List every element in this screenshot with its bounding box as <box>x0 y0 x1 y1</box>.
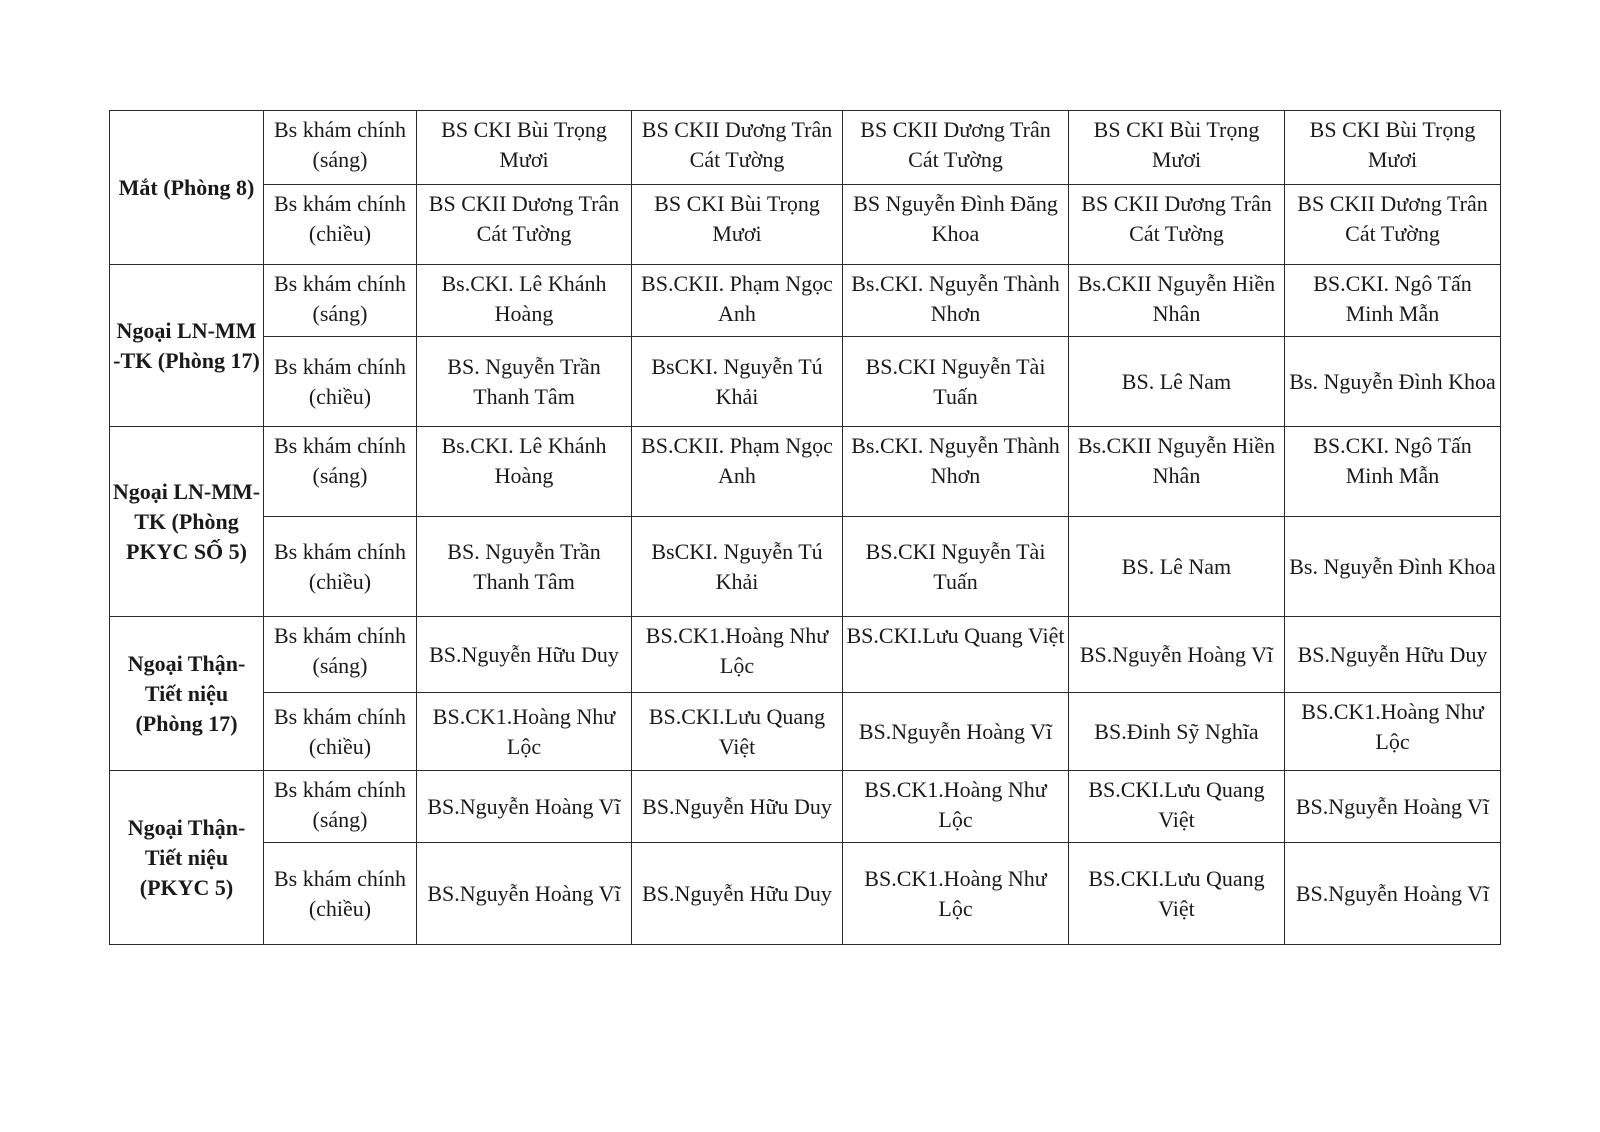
department-cell: Mắt (Phòng 8) <box>110 111 264 265</box>
doctor-cell: BS CKI Bùi Trọng Mươi <box>1285 111 1501 185</box>
shift-cell: Bs khám chính (sáng) <box>264 265 417 337</box>
doctor-cell: BS.Nguyễn Hữu Duy <box>1285 617 1501 693</box>
table-row <box>110 771 1501 843</box>
doctor-cell: BS.Nguyễn Hoàng Vĩ <box>1069 617 1285 693</box>
doctor-cell: BS.Nguyễn Hữu Duy <box>632 843 843 945</box>
doctor-cell: BS.CK1.Hoàng Như Lộc <box>843 771 1069 843</box>
doctor-cell: BS.Đinh Sỹ Nghĩa <box>1069 693 1285 771</box>
table-row <box>110 185 1501 265</box>
department-cell: Ngoại Thận-Tiết niệu (PKYC 5) <box>110 771 264 945</box>
doctor-cell: BS.CKI.Lưu Quang Việt <box>1069 771 1285 843</box>
doctor-cell: BS.CKI. Ngô Tấn Minh Mẫn <box>1285 427 1501 517</box>
table-row <box>110 337 1501 427</box>
shift-cell: Bs khám chính (chiều) <box>264 337 417 427</box>
doctor-cell: BS CKII Dương Trân Cát Tường <box>1285 185 1501 265</box>
doctor-cell: Bs. Nguyễn Đình Khoa <box>1285 337 1501 427</box>
doctor-cell: BS CKII Dương Trân Cát Tường <box>1069 185 1285 265</box>
shift-cell: Bs khám chính (chiều) <box>264 517 417 617</box>
doctor-cell: BS.CKI.Lưu Quang Việt <box>843 617 1069 693</box>
doctor-cell: Bs. Nguyễn Đình Khoa <box>1285 517 1501 617</box>
doctor-cell: BS.CK1.Hoàng Như Lộc <box>417 693 632 771</box>
shift-cell: Bs khám chính (chiều) <box>264 185 417 265</box>
doctor-cell: BS.Nguyễn Hoàng Vĩ <box>1285 771 1501 843</box>
doctor-cell: BS CKII Dương Trân Cát Tường <box>417 185 632 265</box>
doctor-cell: BsCKI. Nguyễn Tú Khải <box>632 517 843 617</box>
doctor-cell: Bs.CKI. Lê Khánh Hoàng <box>417 265 632 337</box>
doctor-cell: BS CKI Bùi Trọng Mươi <box>632 185 843 265</box>
doctor-cell: BS.Nguyễn Hoàng Vĩ <box>417 771 632 843</box>
doctor-cell: BS.CKII. Phạm Ngọc Anh <box>632 427 843 517</box>
doctor-cell: BS.CKI Nguyễn Tài Tuấn <box>843 337 1069 427</box>
doctor-cell: BS.CKI.Lưu Quang Việt <box>632 693 843 771</box>
table-row <box>110 517 1501 617</box>
table-row <box>110 111 1501 185</box>
table-row <box>110 693 1501 771</box>
doctor-cell: Bs.CKII Nguyễn Hiền Nhân <box>1069 265 1285 337</box>
doctor-cell: BS.CK1.Hoàng Như Lộc <box>1285 693 1501 771</box>
doctor-cell: BS.CKI Nguyễn Tài Tuấn <box>843 517 1069 617</box>
doctor-cell: BS.Nguyễn Hoàng Vĩ <box>843 693 1069 771</box>
doctor-cell: BS. Nguyễn Trần Thanh Tâm <box>417 337 632 427</box>
doctor-cell: BS.Nguyễn Hữu Duy <box>417 617 632 693</box>
shift-cell: Bs khám chính (chiều) <box>264 843 417 945</box>
doctor-cell: BS.CK1.Hoàng Như Lộc <box>843 843 1069 945</box>
department-cell: Ngoại LN-MM -TK (Phòng 17) <box>110 265 264 427</box>
doctor-cell: BS.CKI. Ngô Tấn Minh Mẫn <box>1285 265 1501 337</box>
table-row <box>110 427 1501 517</box>
shift-cell: Bs khám chính (sáng) <box>264 427 417 517</box>
doctor-cell: BS.Nguyễn Hoàng Vĩ <box>1285 843 1501 945</box>
doctor-cell: BS Nguyễn Đình Đăng Khoa <box>843 185 1069 265</box>
table-row <box>110 617 1501 693</box>
table-row <box>110 843 1501 945</box>
shift-cell: Bs khám chính (chiều) <box>264 693 417 771</box>
department-cell: Ngoại Thận-Tiết niệu (Phòng 17) <box>110 617 264 771</box>
doctor-cell: BS.CKII. Phạm Ngọc Anh <box>632 265 843 337</box>
doctor-cell: BS.CK1.Hoàng Như Lộc <box>632 617 843 693</box>
doctor-cell: BS.CKI.Lưu Quang Việt <box>1069 843 1285 945</box>
doctor-cell: BS CKI Bùi Trọng Mươi <box>417 111 632 185</box>
doctor-cell: Bs.CKI. Nguyễn Thành Nhơn <box>843 265 1069 337</box>
doctor-cell: BS CKII Dương Trân Cát Tường <box>632 111 843 185</box>
doctor-cell: BS. Lê Nam <box>1069 517 1285 617</box>
doctor-cell: Bs.CKI. Lê Khánh Hoàng <box>417 427 632 517</box>
doctor-cell: Bs.CKI. Nguyễn Thành Nhơn <box>843 427 1069 517</box>
shift-cell: Bs khám chính (sáng) <box>264 771 417 843</box>
shift-cell: Bs khám chính (sáng) <box>264 111 417 185</box>
shift-cell: Bs khám chính (sáng) <box>264 617 417 693</box>
doctor-cell: BS. Nguyễn Trần Thanh Tâm <box>417 517 632 617</box>
doctor-cell: BS.Nguyễn Hữu Duy <box>632 771 843 843</box>
doctor-cell: BsCKI. Nguyễn Tú Khải <box>632 337 843 427</box>
doctor-cell: Bs.CKII Nguyễn Hiền Nhân <box>1069 427 1285 517</box>
doctor-cell: BS.Nguyễn Hoàng Vĩ <box>417 843 632 945</box>
department-cell: Ngoại LN-MM- TK (Phòng PKYC SỐ 5) <box>110 427 264 617</box>
doctor-schedule-table <box>109 110 1501 945</box>
doctor-cell: BS CKI Bùi Trọng Mươi <box>1069 111 1285 185</box>
table-row <box>110 265 1501 337</box>
doctor-cell: BS. Lê Nam <box>1069 337 1285 427</box>
doctor-cell: BS CKII Dương Trân Cát Tường <box>843 111 1069 185</box>
